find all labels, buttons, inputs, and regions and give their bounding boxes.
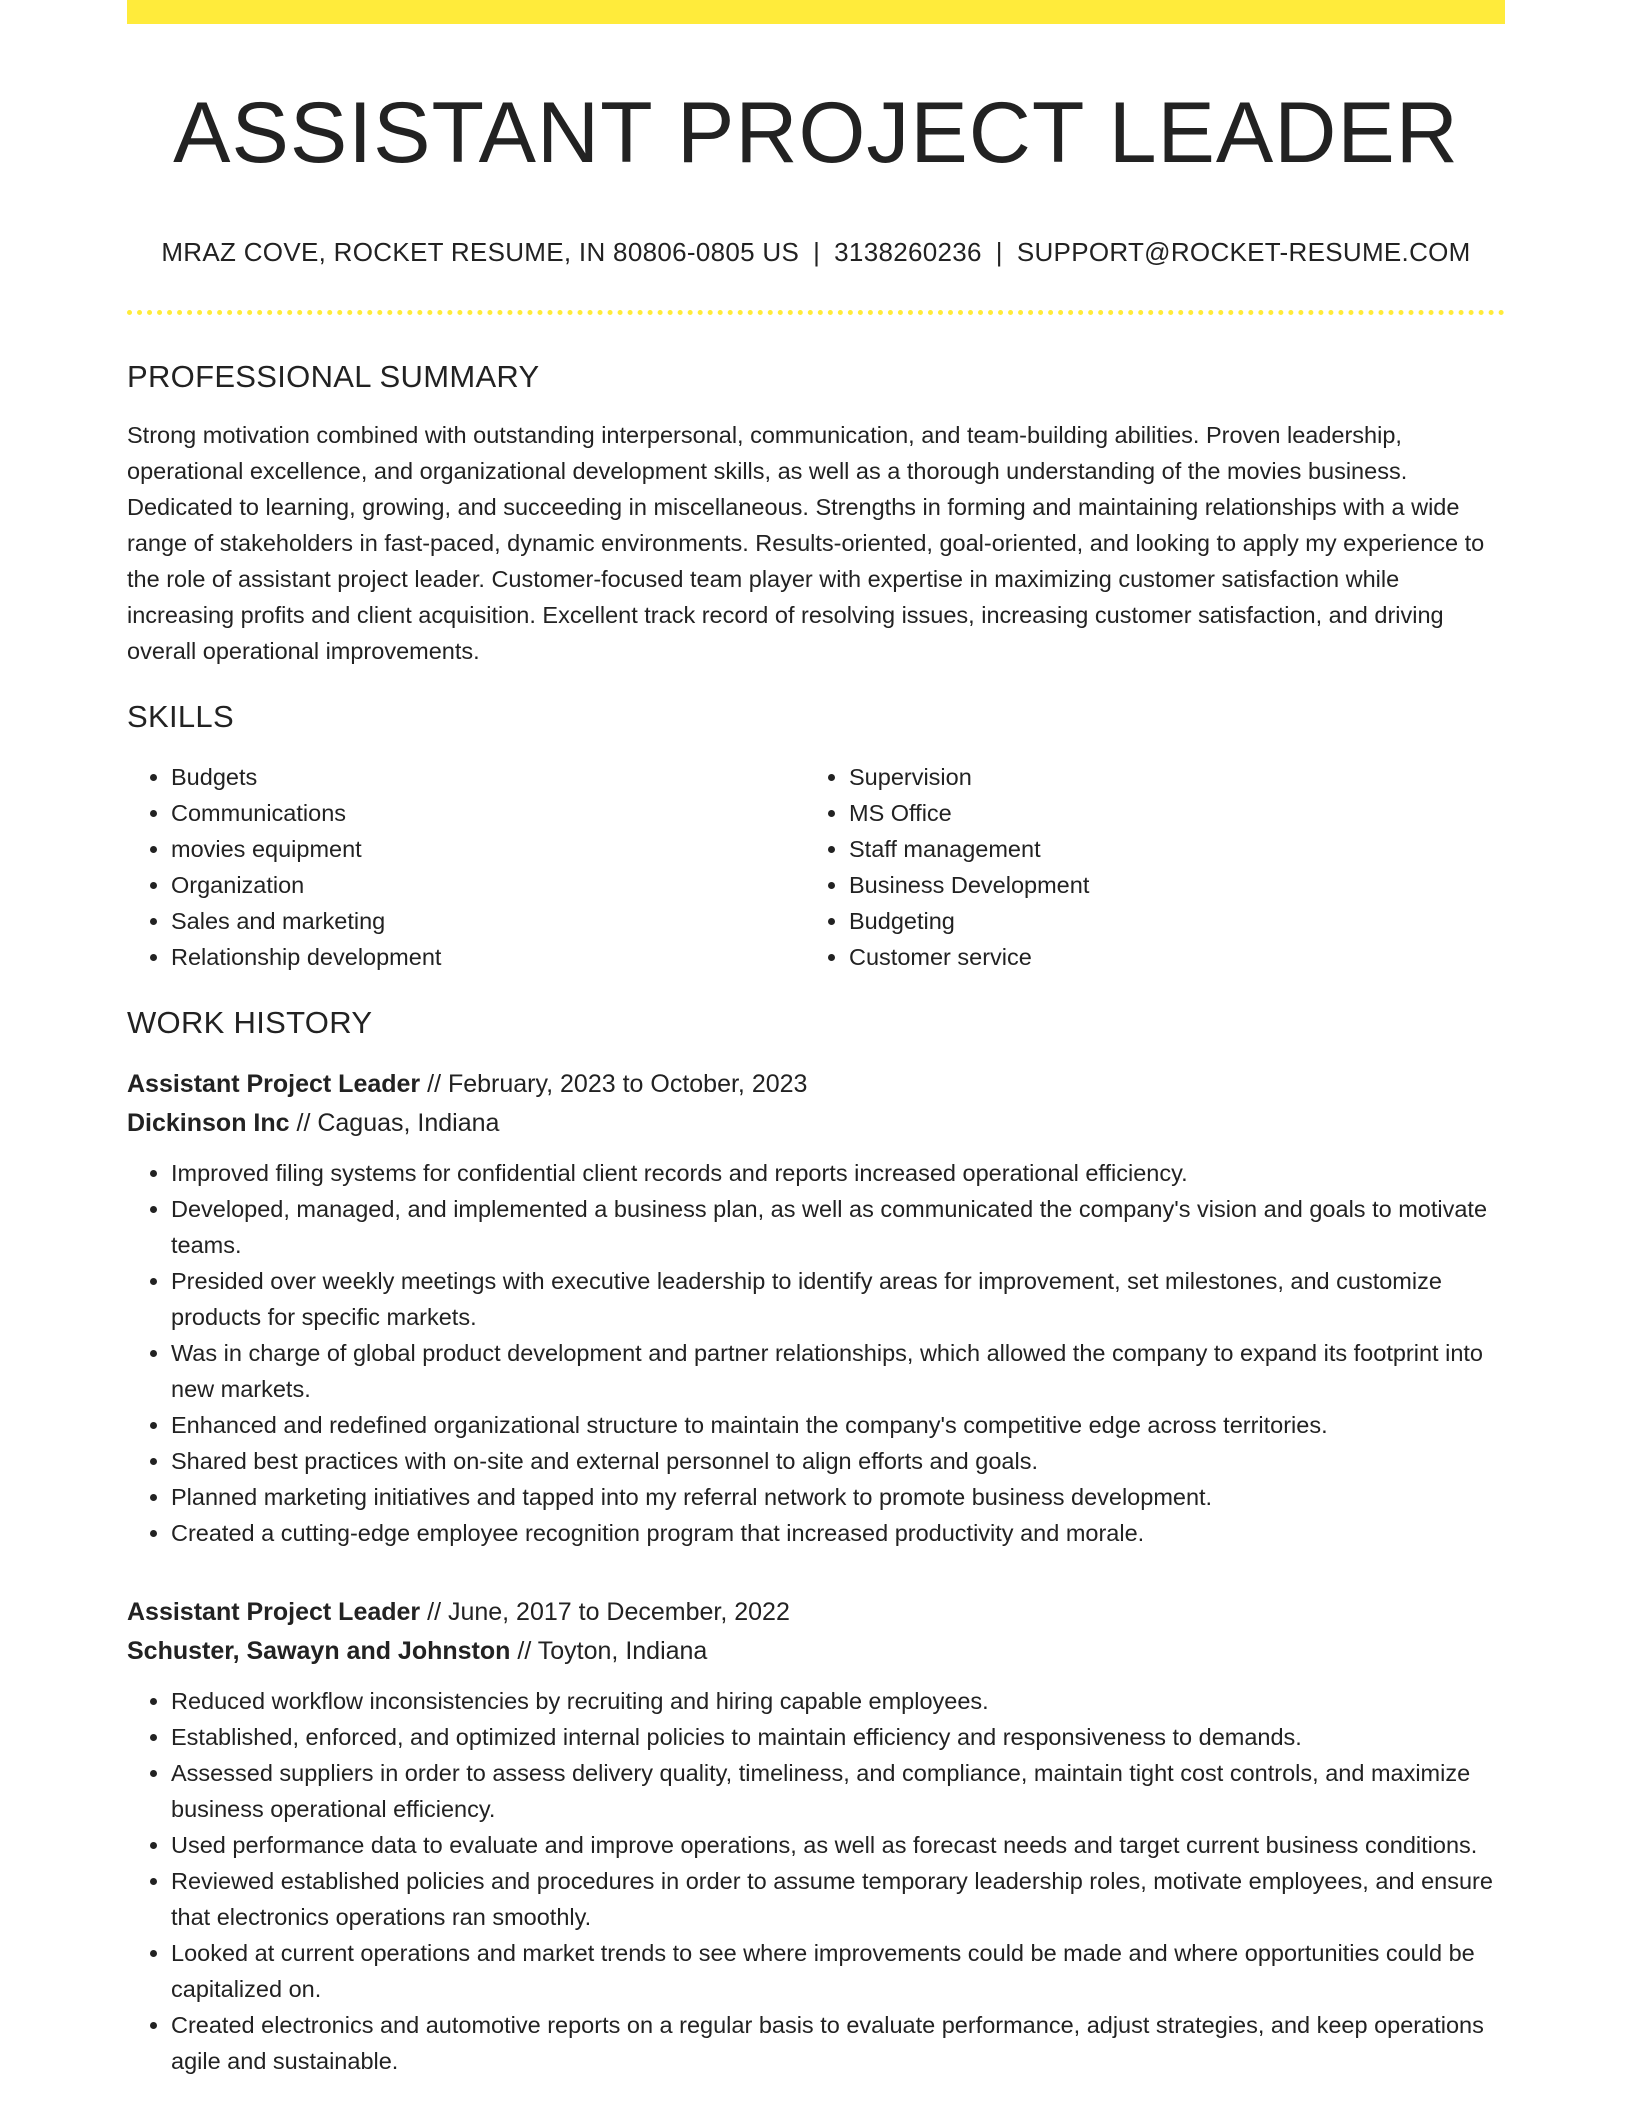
summary-heading: PROFESSIONAL SUMMARY <box>127 359 540 395</box>
job-company: Dickinson Inc <box>127 1109 290 1138</box>
skill-item: • movies equipment <box>171 831 805 867</box>
job-bullet: • Looked at current operations and market trends to see where improvements could be made and where opportunities could be capitalized on. <box>171 1935 1505 2007</box>
skill-item: • Relationship development <box>171 939 805 975</box>
skills-list <box>127 759 1505 975</box>
contact-address: MRAZ COVE, ROCKET RESUME, IN 80806-0805 US <box>161 237 800 268</box>
contact-email[interactable]: SUPPORT@ROCKET-RESUME.COM <box>1016 237 1471 268</box>
skill-item: • Sales and marketing <box>171 903 805 939</box>
job-bullet: • Used performance data to evaluate and improve operations, as well as forecast needs and target current business conditions. <box>171 1827 1505 1863</box>
skill-item: • Customer service <box>849 939 1483 975</box>
job-dates: // June, 2017 to December, 2022 <box>420 1598 790 1627</box>
resume-page <box>127 0 1505 2079</box>
skill-item: • Organization <box>171 867 805 903</box>
summary-text: Strong motivation combined with outstanding interpersonal, communication, and team-building abilities. Proven leadership, operational excellence, and organizational development skills, as well as a thorough understanding of the movies business. Dedicated to learning, growing, and succeeding in miscellaneous. Strengths in forming and maintaining relationships with a wide range of stakeholders in fast-paced, dynamic environments. Results-oriented, goal-oriented, and looking to apply my experience to the role of assistant project leader. Customer-focused team player with expertise in maximizing customer satisfaction while increasing profits and client acquisition. Excellent track record of resolving issues, increasing customer satisfaction, and driving overall operational improvements. <box>127 422 1485 665</box>
job-company-line <box>127 1632 1505 1671</box>
job-bullets <box>127 1683 1505 2079</box>
contact-separator: | <box>995 237 1003 268</box>
job-bullet: • Shared best practices with on-site and external personnel to align efforts and goals. <box>171 1443 1505 1479</box>
job-location: // Toyton, Indiana <box>510 1637 708 1666</box>
job-bullet: • Reviewed established policies and procedures in order to assume temporary leadership roles, motivate employees, and ensure that electronics operations ran smoothly. <box>171 1863 1505 1935</box>
job-company-line <box>127 1104 1505 1143</box>
job-company: Schuster, Sawayn and Johnston <box>127 1637 511 1666</box>
resume-title: ASSISTANT PROJECT LEADER <box>173 85 1459 181</box>
job-bullet: • Improved filing systems for confidential client records and reports increased operational efficiency. <box>171 1155 1505 1191</box>
job-bullet: • Created a cutting-edge employee recognition program that increased productivity and morale. <box>171 1515 1505 1551</box>
job-bullets <box>127 1155 1505 1551</box>
accent-top-bar <box>127 0 1505 24</box>
contact-phone[interactable]: 3138260236 <box>834 237 982 268</box>
skills-heading: SKILLS <box>127 699 234 735</box>
job-title-line <box>127 1065 1505 1104</box>
job-entry <box>127 1065 1505 1551</box>
dotted-divider <box>127 310 1505 315</box>
job-bullet: • Developed, managed, and implemented a business plan, as well as communicated the company's vision and goals to motivate teams. <box>171 1191 1505 1263</box>
job-role: Assistant Project Leader <box>127 1070 421 1099</box>
job-title-line <box>127 1593 1505 1632</box>
job-bullet: • Assessed suppliers in order to assess delivery quality, timeliness, and compliance, maintain tight cost controls, and maximize business operational efficiency. <box>171 1755 1505 1827</box>
job-bullet: • Planned marketing initiatives and tapped into my referral network to promote business development. <box>171 1479 1505 1515</box>
skills-column-left <box>127 759 805 975</box>
skill-item: • Supervision <box>849 759 1483 795</box>
work-history-heading: WORK HISTORY <box>127 1005 373 1041</box>
skill-item: • Staff management <box>849 831 1483 867</box>
job-role: Assistant Project Leader <box>127 1598 421 1627</box>
skill-item: • Business Development <box>849 867 1483 903</box>
job-bullet: • Created electronics and automotive reports on a regular basis to evaluate performance, adjust strategies, and keep operations agile and sustainable. <box>171 2007 1505 2079</box>
skill-item: • MS Office <box>849 795 1483 831</box>
job-entry <box>127 1593 1505 2079</box>
skill-item: • Budgeting <box>849 903 1483 939</box>
job-bullet: • Presided over weekly meetings with executive leadership to identify areas for improvement, set milestones, and customize products for specific markets. <box>171 1263 1505 1335</box>
contact-separator: | <box>813 237 821 268</box>
job-bullet: • Established, enforced, and optimized internal policies to maintain efficiency and responsiveness to demands. <box>171 1719 1505 1755</box>
job-bullet: • Reduced workflow inconsistencies by recruiting and hiring capable employees. <box>171 1683 1505 1719</box>
job-bullet: • Enhanced and redefined organizational structure to maintain the company's competitive edge across territories. <box>171 1407 1505 1443</box>
skill-item: • Communications <box>171 795 805 831</box>
job-bullet: • Was in charge of global product development and partner relationships, which allowed the company to expand its footprint into new markets. <box>171 1335 1505 1407</box>
job-location: // Caguas, Indiana <box>289 1109 500 1138</box>
skills-column-right <box>805 759 1483 975</box>
contact-line <box>127 237 1505 268</box>
skill-item: • Budgets <box>171 759 805 795</box>
job-dates: // February, 2023 to October, 2023 <box>420 1070 808 1099</box>
